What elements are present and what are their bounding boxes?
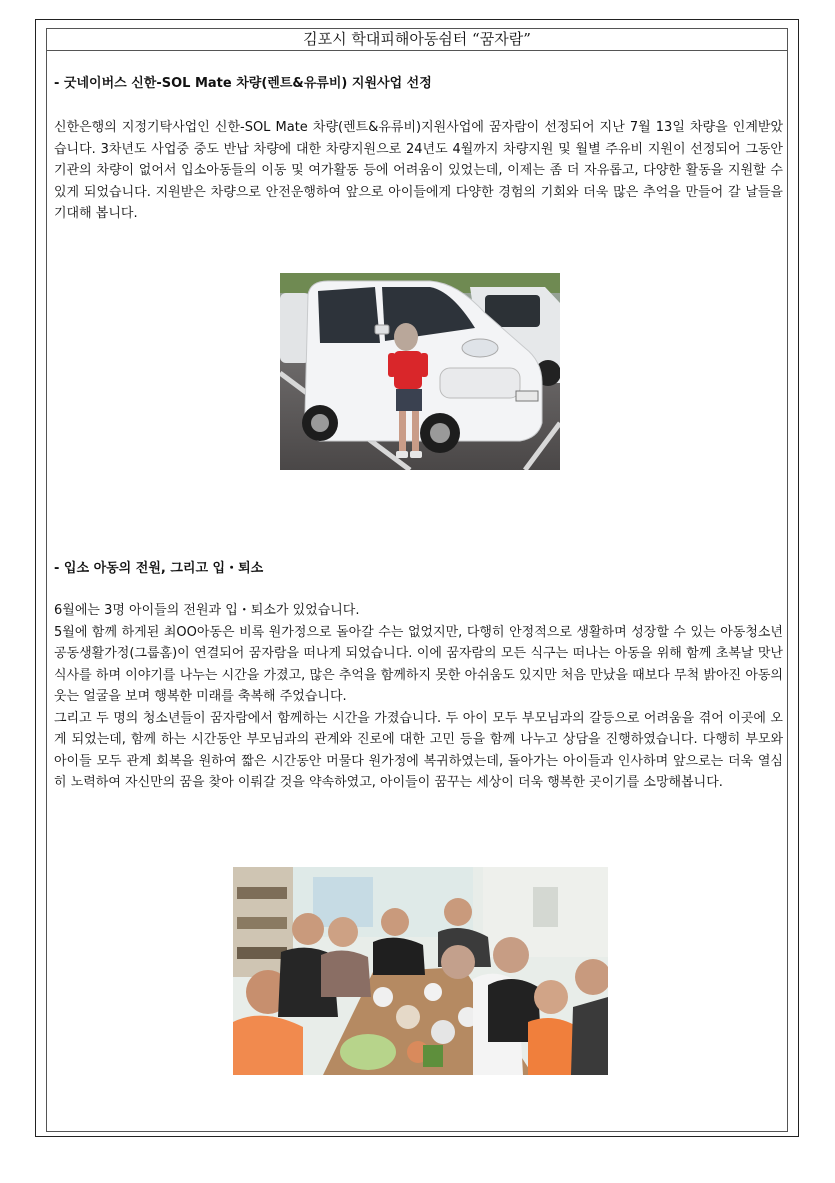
car-photo-illustration [280, 273, 560, 470]
paragraph: 신한은행의 지정기탁사업인 신한-SOL Mate 차량(렌트&유류비)지원사업에 꿈자람이 선정되어 지난 7월 13일 차량을 인계받았습니다. 3차년도 사업중 중도 반납 차량에 대한 차량지원으로 24년도 4월까지 차량지원 및 월별 주유비 지원이 선정되어 그동안 기관의 차량이 없어서 입소아동들의 이동 및 여가활동 등에 어려움이 있었는데, 이제는 좀 더 자유롭고, 다양한 활동을 지원할 수 있게 되었습니다. 지원받은 차량으로 안전운행하여 앞으로 아이들에게 다양한 경험의 기회와 더욱 많은 추억을 만들어 갈 날들을 기대해 봅니다. [54, 120, 783, 221]
car-photo [280, 273, 560, 470]
paragraph: 그리고 두 명의 청소년들이 꿈자람에서 함께하는 시간을 가졌습니다. 두 아이 모두 부모님과의 갈등으로 어려움을 겪어 이곳에 오게 되었는데, 함께 하는 시간동안 부모님과의 관계와 진로에 대한 고민 등을 함께 나누고 상담을 진행하였습니다. 다행히 부모와 아이들 모두 관계 회복을 원하여 짧은 시간동안 머물다 원가정에 복귀하였는데, 돌아가는 아이들과 인사하며 앞으로는 더욱 열심히 노력하여 자신만의 꿈을 찾아 이뤄갈 것을 약속하였고, 아이들이 꿈꾸는 세상이 더욱 행복한 곳이기를 소망해봅니다. [54, 710, 783, 790]
paragraph: 6월에는 3명 아이들의 전원과 입・퇴소가 있었습니다. [54, 603, 360, 618]
group-meal-photo [233, 867, 608, 1075]
paragraph: 5월에 함께 하게된 최OO아동은 비록 원가정으로 돌아갈 수는 없었지만, 다행히 안정적으로 생활하며 성장할 수 있는 아동청소년공동생활가정(그룹홈)이 연결되어 꿈자람을 떠나게 되었습니다. 이에 꿈자람의 모든 식구는 떠나는 아동을 위해 함께 초복날 맛난 식사를 하며 이야기를 나누는 시간을 가졌고, 많은 추억을 함께하지 못한 아쉬움도 있지만 처음 만났을 때보다 무척 밝아진 아동의 웃는 얼굴을 보며 행복한 미래를 축복해 주었습니다. [54, 624, 783, 704]
section-heading-transfer: - 입소 아동의 전원, 그리고 입・퇴소 [54, 561, 264, 576]
section-body-vehicle-support [54, 117, 783, 225]
section-heading-vehicle-support: - 굿네이버스 신한-SOL Mate 차량(렌트&유류비) 지원사업 선정 [54, 76, 432, 91]
page-title: 김포시 학대피해아동쉼터 “꿈자람” [46, 28, 788, 51]
section-body-transfer [54, 600, 783, 794]
group-meal-illustration [233, 867, 608, 1075]
